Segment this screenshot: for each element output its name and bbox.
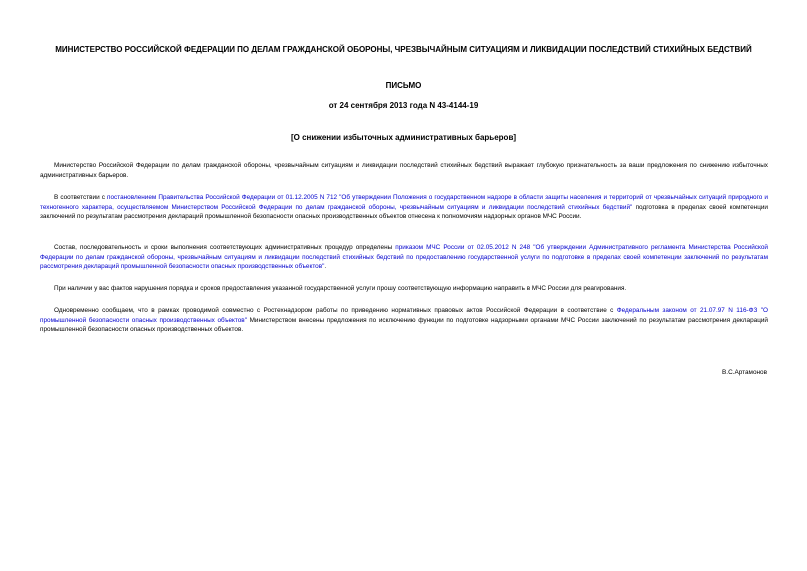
link-government-decree-712[interactable]: постановлением Правительства Российской Федерации от 01.12.2005 N 712 "Об утверждении Положения о государственном надзоре в области защиты населения и территорий от чрезвычайных ситуаций природного и техногенного характера, осуществляемом Министерством Российской Федерации по делам гражданской обороны, чрезвычайным ситуациям и ликвидации последствий стихийных бедствий" [40,194,768,211]
paragraph-text: . [324,263,327,270]
paragraph-text: В соответствии с [54,194,108,201]
paragraph-text: подготовка в пределах своей компетенции заключений по результатам рассмотрения деклараций промышленной безопасности опасных производственных объектов отнесена к полномочиям надзорных органов МЧС России. [40,203,768,220]
document-subject: [О снижении избыточных административных барьеров] [290,133,517,142]
organization-heading: МИНИСТЕРСТВО РОССИЙСКОЙ ФЕДЕРАЦИИ ПО ДЕЛАМ ГРАЖДАНСКОЙ ОБОРОНЫ, ЧРЕЗВЫЧАЙНЫМ СИТУАЦИЯМ И ЛИКВИДАЦИИ ПОСЛЕДСТВИЙ СТИХИЙНЫХ БЕДСТВИЙ [55,45,752,54]
paragraph-gratitude: Министерство Российской Федерации по делам гражданской обороны, чрезвычайным ситуациям и ликвидации последствий стихийных бедствий выражает глубокую признательность за ваши предложения по снижению избыточных административных барьеров. [40,162,768,179]
paragraph-text: Одновременно сообщаем, что в рамках проводимой совместно с Ростехнадзором работы по приведению нормативных правовых актов Российской Федерации в соответствие с [54,307,617,314]
signature: В.С.Артамонов [722,369,767,376]
link-order-248[interactable]: приказом МЧС России от 02.05.2012 N 248 "Об утверждении Административного регламента Министерства Российской Федерации по делам гражданской обороны, чрезвычайным ситуациям и ликвидации последствий стихийных бедствий по предоставлению государственной услуги по подготовке в пределах своей компетенции заключений по результатам рассмотрения деклараций промышленной безопасности опасных производственных объектов" [40,244,768,270]
paragraph-text: Министерством внесены предложения по исключению функции по подготовке надзорными органами МЧС России заключений по результатам рассмотрения деклараций промышленной безопасности опасных производственных объектов. [40,316,768,333]
document-date-number: от 24 сентября 2013 года N 43-4144-19 [328,101,479,110]
paragraph-regulation [40,193,768,222]
link-federal-law-116[interactable]: Федеральным законом от 21.07.97 N 116-ФЗ "О промышленной безопасности опасных производственных объектов" [40,307,768,324]
paragraph-violations: При наличии у вас фактов нарушения порядка и сроков предоставления указанной государственной услуги прошу соответствующую информацию направить в МЧС России для реагирования. [54,285,627,292]
paragraph-procedures [40,243,768,272]
document-type: ПИСЬМО [385,81,422,90]
paragraph-proposals [40,306,768,335]
paragraph-text: Состав, последовательность и сроки выполнения соответствующих административных процедур определены [54,244,396,251]
